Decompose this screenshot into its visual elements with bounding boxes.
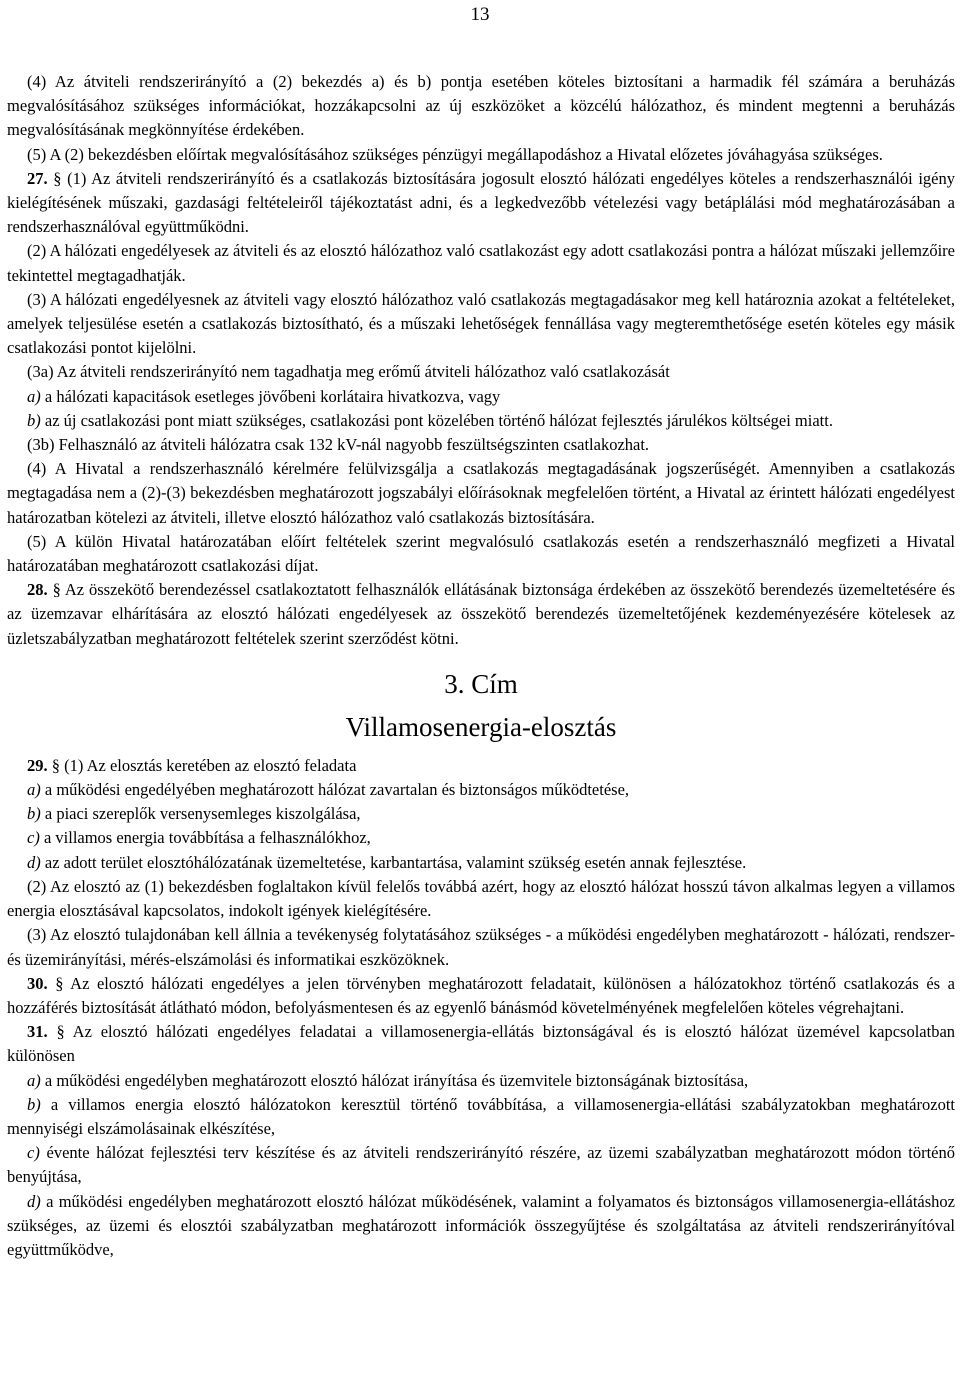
list-item [7, 778, 955, 802]
list-item [7, 1190, 955, 1263]
section-paragraph [7, 754, 955, 778]
chapter-number: 3. Cím [444, 668, 518, 699]
list-item [7, 802, 955, 826]
page-number: 13 [470, 4, 490, 25]
paragraph-text: (3) A hálózati engedélyesnek az átviteli vagy elosztó hálózathoz való csatlakozás megtagadásakor meg kell határoznia azokat a feltételeket, amelyek teljesülése esetén a csatlakozás biztosítható, és a műszaki lehetőségek fennállása vagy megteremthetősége esetén köteles egy másik csatlakozási pontot kijelölni. [7, 289, 955, 358]
paragraph-text: (4) A Hivatal a rendszerhasználó kérelmére felülvizsgálja a csatlakozás megtagadásának jogszerűségét. Amennyiben a csatlakozás megtagadása nem a (2)-(3) bekezdésben meghatározott jogszabályi előírásoknak megfelelően történt, a Hivatal az érintett hálózati engedélyest határozatban kötelezi az átviteli, illetve elosztó hálózathoz való csatlakozás biztosítására. [7, 459, 955, 527]
paragraph [7, 530, 955, 578]
list-marker: a) [27, 1070, 41, 1090]
paragraph-text: a villamos energia elosztó hálózatokon keresztül történő továbbítása, a villamosenergia-ellátási szabályzatokban meghatározott mennyiségi elszámolásainak elkészítése, [7, 1094, 955, 1138]
paragraph [7, 457, 955, 530]
section-paragraph [7, 1020, 955, 1068]
section-paragraph [7, 167, 955, 240]
list-marker: d) [27, 1191, 41, 1211]
section-number: 30. [27, 973, 48, 993]
list-marker: c) [27, 828, 40, 848]
paragraph-text: az adott terület elosztóhálózatának üzemeltetése, karbantartása, valamint szükség esetén annak fejlesztése. [44, 852, 747, 872]
section-number: 29. [27, 755, 48, 775]
section-number: 31. [27, 1022, 48, 1042]
section-part-two [7, 754, 955, 1262]
paragraph-text: (2) A hálózati engedélyesek az átviteli és az elosztó hálózathoz való csatlakozást egy adott csatlakozási pontra a hálózat műszaki jellemzőire tekintettel megtagadhatják. [7, 241, 955, 285]
paragraph-text: évente hálózat fejlesztési terv készítése és az átviteli rendszerirányító részére, az üzemi szabályzatban meghatározott módon történő benyújtása, [7, 1143, 955, 1187]
list-marker: b) [27, 1094, 41, 1114]
paragraph-text: (4) Az átviteli rendszerirányító a (2) bekezdés a) és b) pontja esetében köteles biztosítani a harmadik fél számára a beruházás megvalósításához szükséges információkat, hozzákapcsolni az új eszközöket a közcélú hálózathoz, és mindent megtenni a beruházás megvalósításának megkönnyítése érdekében. [7, 72, 955, 140]
list-marker: b) [27, 410, 41, 430]
section-part-one [7, 70, 955, 651]
paragraph-text: (5) A (2) bekezdésben előírtak megvalósításához szükséges pénzügyi megállapodáshoz a Hivatal előzetes jóváhagyása szükséges. [27, 144, 883, 164]
list-item [7, 409, 955, 433]
list-item [7, 826, 955, 850]
section-sign: § [56, 1022, 65, 1042]
paragraph [7, 875, 955, 923]
paragraph-text: a működési engedélyben meghatározott elosztó hálózat irányítása és üzemvitele biztonságának biztosítása, [44, 1070, 749, 1090]
paragraph-text: (2) Az elosztó az (1) bekezdésben foglaltakon kívül felelős továbbá azért, hogy az elosztó hálózat hosszú távon alkalmas legyen a villamos energia elosztásával kapcsolatos, indokolt igények kielégítésére. [7, 876, 955, 921]
paragraph-text: a villamos energia továbbítása a felhasználókhoz, [43, 828, 371, 848]
document-body [7, 70, 955, 1262]
list-item [7, 1141, 955, 1189]
paragraph [7, 288, 955, 361]
list-item [7, 1069, 955, 1093]
chapter-title: Villamosenergia-elosztás [345, 711, 617, 742]
list-item [7, 1093, 955, 1141]
paragraph-text: a működési engedélyben meghatározott elosztó hálózat működésének, valamint a folyamatos és biztonságos villamosenergia-ellátáshoz szükséges, az üzemi és elosztói szabályzatban meghatározott információk összegyűjtése és szolgáltatása az átviteli rendszerirányítóval együttműködve, [7, 1191, 955, 1259]
section-number: 28. [27, 580, 48, 600]
paragraph [7, 360, 955, 384]
paragraph-text: Az elosztó hálózati engedélyes a jelen törvényben meghatározott feladatait, különösen a hálózatokhoz történő csatlakozás és a hozzáférés biztosítását átlátható módon, befolyásmentesen és az egyenlő bánásmód követelményének megfelelően köteles végrehajtani. [7, 973, 956, 1017]
list-marker: d) [27, 852, 41, 872]
list-item [7, 851, 955, 875]
section-paragraph [7, 578, 955, 651]
paragraph-text: (3) Az elosztó tulajdonában kell állnia a tevékenység folytatásához szükséges - a működési engedélyben meghatározott - hálózati, rendszer- és üzemirányítási, mérés-elszámolási és informatikai eszközöknek. [7, 925, 955, 969]
paragraph-text: Az elosztó hálózati engedélyes feladatai a villamosenergia-ellátás biztonságával és is elosztó hálózat üzemével kapcsolatban különösen [7, 1022, 956, 1066]
paragraph [7, 239, 955, 287]
section-sign: § [52, 580, 61, 600]
paragraph-text: a működési engedélyében meghatározott hálózat zavartalan és biztonságos működtetése, [44, 780, 630, 800]
paragraph-text: (5) A külön Hivatal határozatában előírt feltételek szerint megvalósuló csatlakozás esetén a rendszerhasználó megfizeti a Hivatal határozatában meghatározott csatlakozási díjat. [7, 531, 955, 576]
paragraph-text: az új csatlakozási pont miatt szükséges, csatlakozási pont közelében történő hálózat fejlesztés járulékos költségei miatt. [44, 410, 833, 430]
list-marker: b) [27, 804, 41, 824]
paragraph-text: a hálózati kapacitások esetleges jövőbeni korlátaira hivatkozva, vagy [44, 386, 501, 406]
section-sign: § [53, 168, 62, 188]
paragraph-text: (3b) Felhasználó az átviteli hálózatra csak 132 kV-nál nagyobb feszültségszinten csatlakozhat. [27, 435, 650, 455]
list-marker: a) [27, 386, 41, 406]
paragraph-text: Az összekötő berendezéssel csatlakoztatott felhasználók ellátásának biztonsága érdekében az összekötő berendezés üzemeltetésére és az üzemzavar elhárítására az elosztó hálózati engedélyesek az összekötő berendezés üzemeltetőjének kezdeményezésére kötelesek az üzletszabályzatban meghatározott feltételek szerint szerződést kötni. [7, 580, 956, 648]
section-sign: § [51, 755, 60, 775]
section-number: 27. [27, 168, 48, 188]
paragraph [7, 143, 955, 167]
list-marker: c) [27, 1143, 40, 1163]
section-paragraph [7, 972, 955, 1020]
paragraph-text: (1) Az elosztás keretében az elosztó feladata [64, 755, 357, 775]
paragraph [7, 433, 955, 457]
list-marker: a) [27, 780, 41, 800]
paragraph-text: a piaci szereplők versenysemleges kiszolgálása, [44, 804, 361, 824]
paragraph-text: (3a) Az átviteli rendszerirányító nem tagadhatja meg erőmű átviteli hálózathoz való csatlakozását [27, 362, 670, 382]
section-sign: § [55, 973, 64, 993]
paragraph [7, 70, 955, 143]
list-item [7, 385, 955, 409]
paragraph-text: (1) Az átviteli rendszerirányító és a csatlakozás biztosítására jogosult elosztó hálózati engedélyes köteles a rendszerhasználói igény kielégítésének műszaki, gazdasági feltételeiről tájékoztatást adni, és a legkedvezőbb vételezési vagy betáplálási mód meghatározásában a rendszerhasználóval együttműködni. [7, 168, 956, 237]
paragraph [7, 923, 955, 971]
